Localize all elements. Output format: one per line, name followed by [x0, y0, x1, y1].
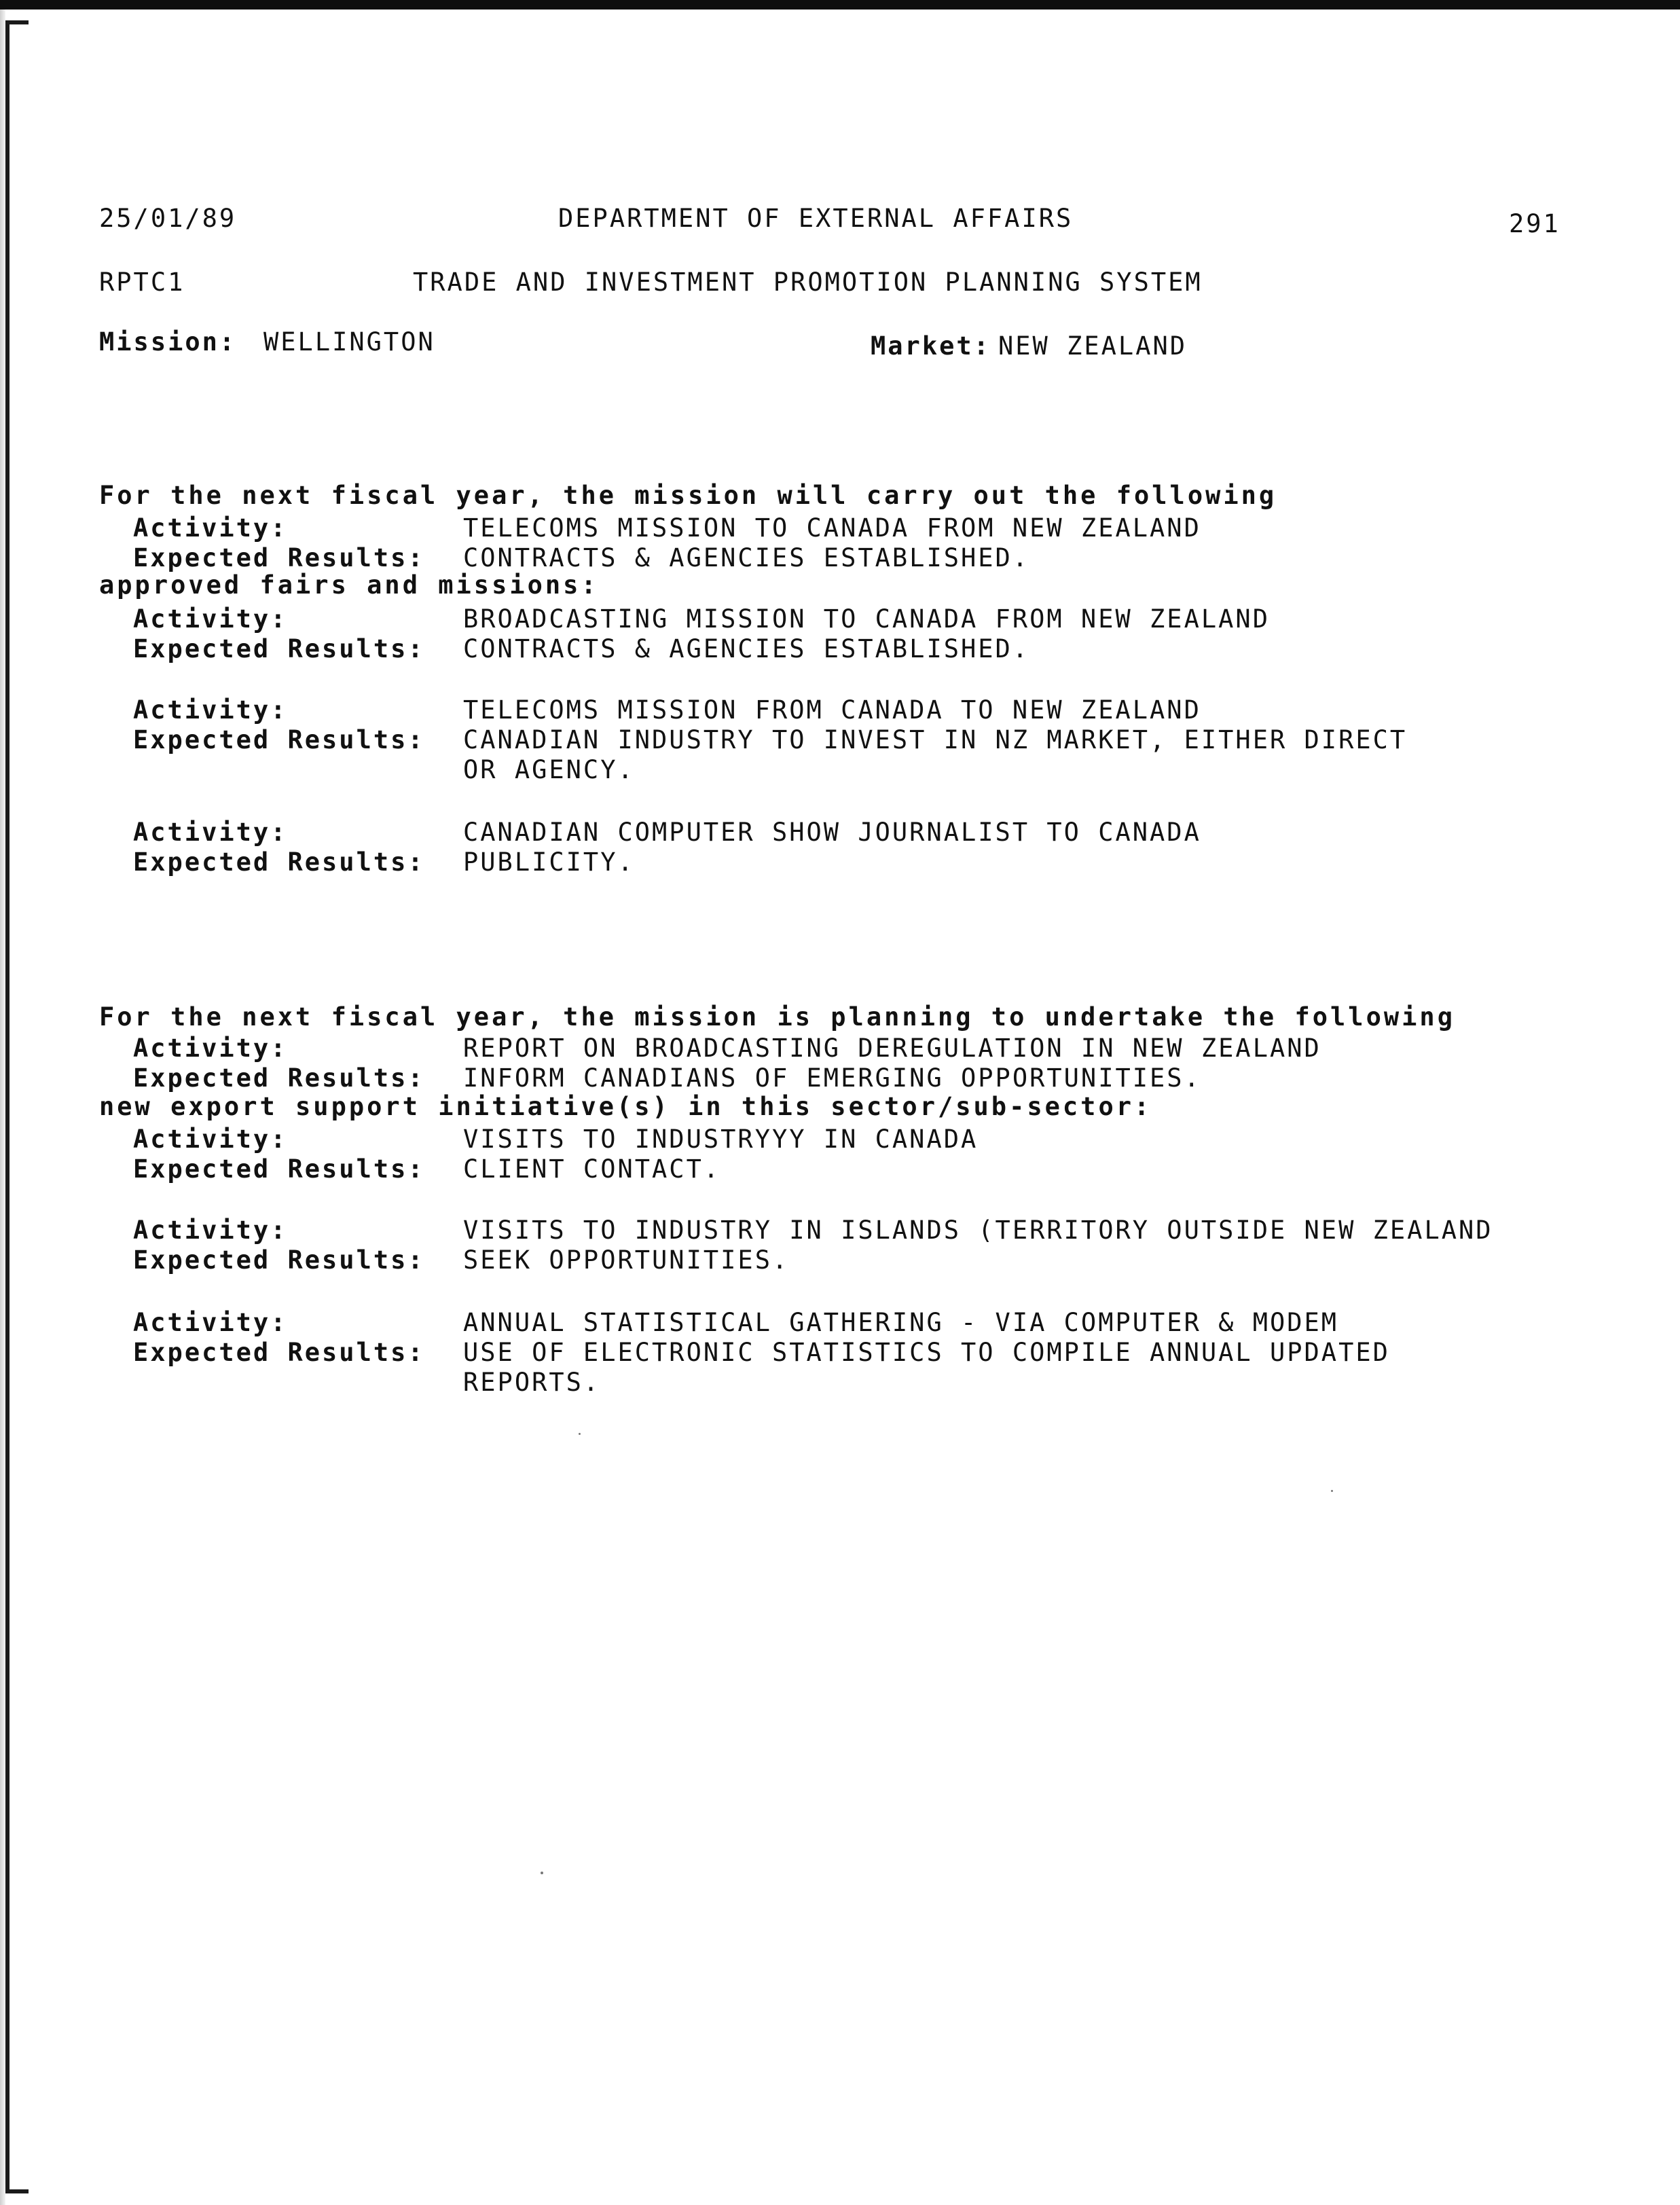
activity-label: Activity: — [133, 513, 288, 543]
system-title: TRADE AND INVESTMENT PROMOTION PLANNING SYSTEM — [413, 268, 1203, 297]
activity-label: Activity: — [133, 1216, 288, 1245]
scan-speck — [1331, 1490, 1333, 1492]
activity-text: REPORT ON BROADCASTING DEREGULATION IN NEW ZEALAND — [463, 1034, 1321, 1063]
activity-text: BROADCASTING MISSION TO CANADA FROM NEW ZEALAND — [463, 604, 1270, 634]
report-date: 25/01/89 — [99, 204, 237, 233]
market-label: Market: — [871, 331, 991, 361]
activity-entry — [133, 1034, 1593, 1093]
report-code: RPTC1 — [99, 268, 185, 297]
results-label: Expected Results: — [133, 1154, 425, 1184]
results-label: Expected Results: — [133, 725, 425, 754]
section2-intro-line2: new export support initiative(s) in this sector/sub-sector: — [99, 1092, 1152, 1121]
scan-speck — [579, 1433, 581, 1435]
activity-entry — [133, 1125, 1593, 1184]
results-label: Expected Results: — [133, 1245, 425, 1275]
activity-text: VISITS TO INDUSTRY IN ISLANDS (TERRITORY OUTSIDE NEW ZEALAND — [463, 1216, 1493, 1245]
activity-entry — [133, 604, 1593, 664]
scan-top-edge — [0, 0, 1680, 10]
results-label: Expected Results: — [133, 1063, 425, 1093]
activity-entry — [133, 1308, 1593, 1398]
results-label: Expected Results: — [133, 543, 425, 572]
results-text: CONTRACTS & AGENCIES ESTABLISHED. — [463, 634, 1030, 663]
results-text: CANADIAN INDUSTRY TO INVEST IN NZ MARKET, EITHER DIRECT — [463, 725, 1408, 754]
binder-bracket — [5, 20, 29, 2193]
results-text-continued: OR AGENCY. — [463, 755, 635, 784]
market-value: NEW ZEALAND — [998, 331, 1188, 361]
activity-entry — [133, 1216, 1593, 1275]
results-label: Expected Results: — [133, 1338, 425, 1367]
results-label: Expected Results: — [133, 634, 425, 663]
activity-entry — [133, 695, 1593, 785]
results-text: SEEK OPPORTUNITIES. — [463, 1245, 790, 1275]
activity-entry — [133, 513, 1593, 573]
results-label: Expected Results: — [133, 848, 425, 877]
activity-entry — [133, 818, 1593, 877]
activity-label: Activity: — [133, 1125, 288, 1154]
results-text: CLIENT CONTACT. — [463, 1154, 721, 1184]
mission-value: WELLINGTON — [263, 327, 435, 357]
scan-speck — [541, 1872, 543, 1874]
activity-label: Activity: — [133, 604, 288, 634]
page-number: 291 — [1509, 209, 1560, 238]
results-text: USE OF ELECTRONIC STATISTICS TO COMPILE ANNUAL UPDATED — [463, 1338, 1390, 1367]
section1-intro-line2: approved fairs and missions: — [99, 570, 599, 600]
activity-text: TELECOMS MISSION FROM CANADA TO NEW ZEALAND — [463, 695, 1201, 725]
activity-text: VISITS TO INDUSTRYYY IN CANADA — [463, 1125, 979, 1154]
activity-label: Activity: — [133, 818, 288, 847]
results-text: PUBLICITY. — [463, 848, 635, 877]
mission-label: Mission: — [99, 327, 237, 357]
department-title: DEPARTMENT OF EXTERNAL AFFAIRS — [558, 204, 1074, 233]
scan-left-shadow — [0, 10, 5, 2205]
activity-text: ANNUAL STATISTICAL GATHERING - VIA COMPUTER & MODEM — [463, 1308, 1339, 1337]
section1-intro-line1: For the next fiscal year, the mission will carry out the following — [99, 481, 1277, 510]
section2-intro-line1: For the next fiscal year, the mission is planning to undertake the following — [99, 1002, 1455, 1032]
results-text-continued: REPORTS. — [463, 1368, 601, 1397]
activity-label: Activity: — [133, 1308, 288, 1337]
activity-text: TELECOMS MISSION TO CANADA FROM NEW ZEALAND — [463, 513, 1201, 543]
activity-label: Activity: — [133, 1034, 288, 1063]
activity-text: CANADIAN COMPUTER SHOW JOURNALIST TO CANADA — [463, 818, 1201, 847]
activity-label: Activity: — [133, 695, 288, 725]
results-text: INFORM CANADIANS OF EMERGING OPPORTUNITIES. — [463, 1063, 1201, 1093]
results-text: CONTRACTS & AGENCIES ESTABLISHED. — [463, 543, 1030, 572]
